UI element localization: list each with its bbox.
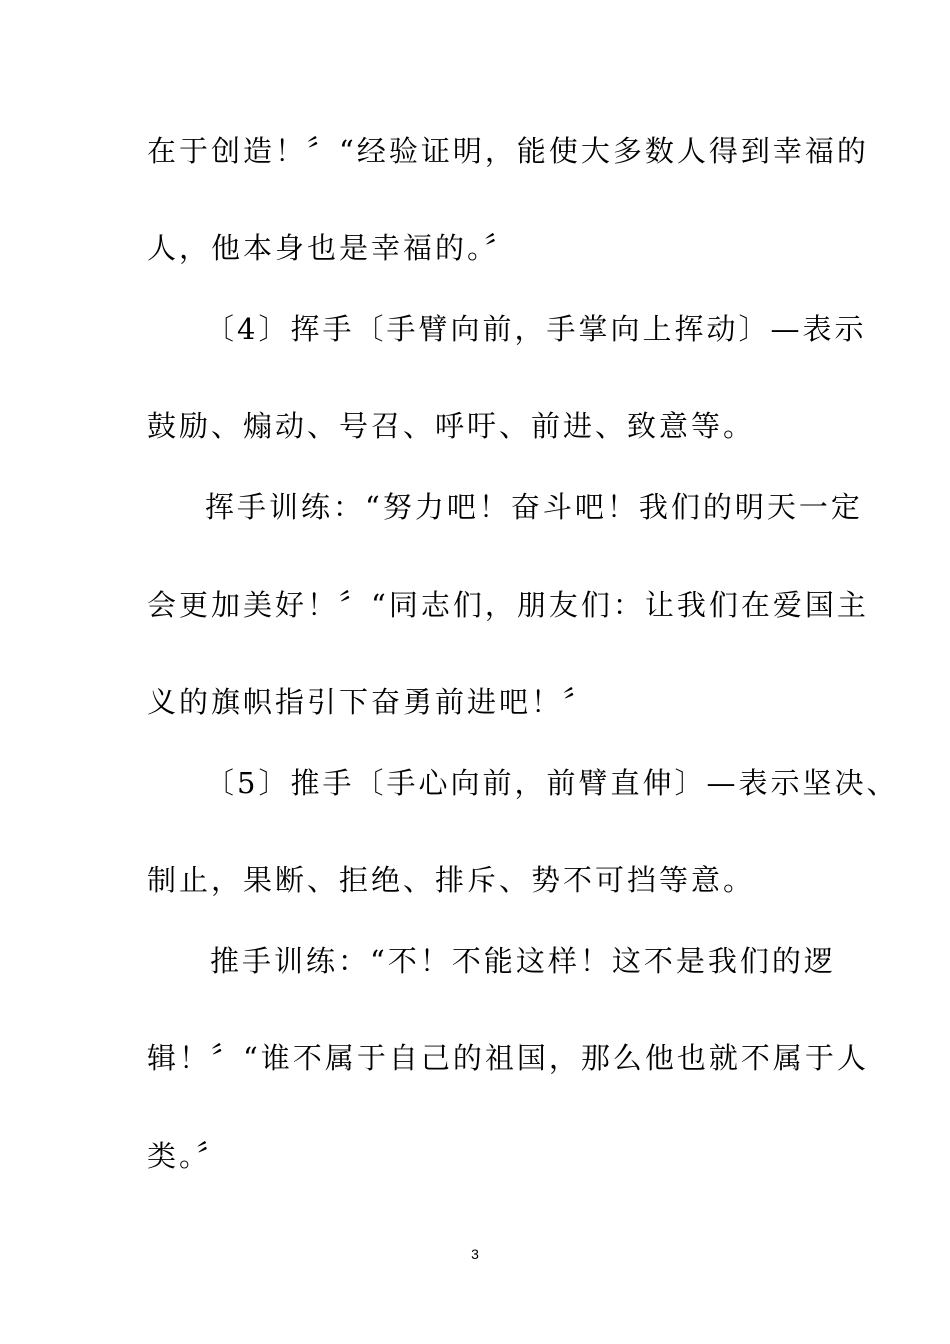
text-line: 推手训练：“不！不能这样！这不是我们的逻 xyxy=(210,944,836,978)
text-line: 义的旗帜指引下奋勇前进吧！〞 xyxy=(147,685,596,719)
text-line: 制止，果断、拒绝、排斥、势不可挡等意。 xyxy=(147,863,756,897)
text-line: 人，他本身也是幸福的。〞 xyxy=(147,231,517,265)
page-number: 3 xyxy=(471,1246,479,1262)
text-line: 挥手训练：“努力吧！奋斗吧！我们的明天一定 xyxy=(205,490,863,524)
text-line: 类。〞 xyxy=(147,1139,229,1173)
text-line: 鼓励、煽动、号召、呼吁、前进、致意等。 xyxy=(147,409,756,443)
text-line: 〔5〕推手〔手心向前，前臂直伸〕—表示坚决、 xyxy=(205,766,899,800)
text-line: 辑！〞“谁不属于自己的祖国，那么他也就不属于人 xyxy=(147,1041,869,1075)
text-line: 会更加美好！〞“同志们，朋友们：让我们在爱国主 xyxy=(147,588,869,622)
text-line: 在于创造！〞“经验证明，能使大多数人得到幸福的 xyxy=(147,134,869,168)
text-line: 〔4〕挥手〔手臂向前，手掌向上挥动〕—表示 xyxy=(205,312,867,346)
